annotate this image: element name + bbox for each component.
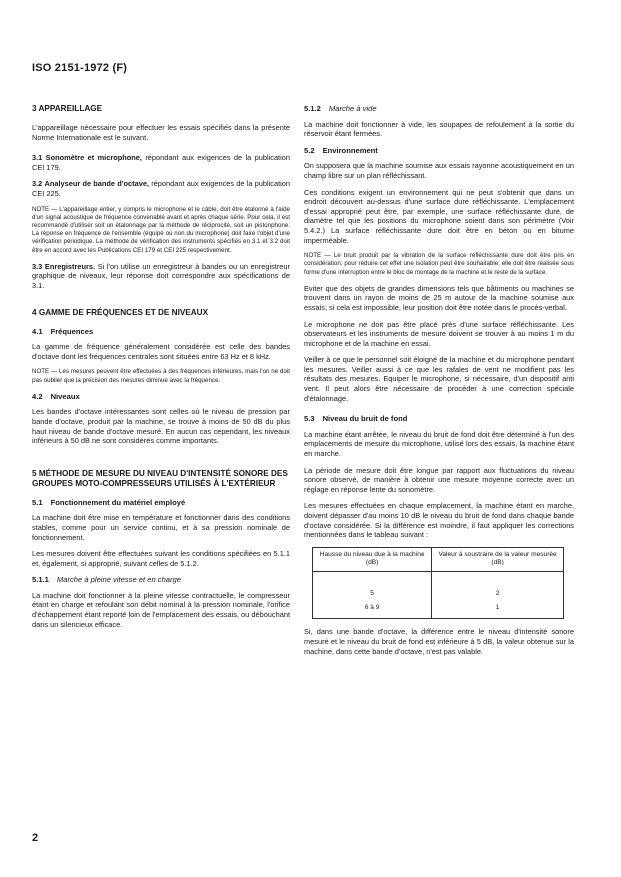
clause-3-1-text: répondant aux exigences de la publication CEI 179. [32,153,290,172]
clause-5-1-1-heading [32,575,290,585]
correction-table [312,547,564,620]
clause-5-2-heading [304,146,574,156]
clause-5-1-1-number: 5.1.1 [32,575,49,585]
clause-5-2-number: 5.2 [304,145,315,155]
clause-3-1-title: Sonomètre et microphone, [45,153,142,163]
clause-5-2-para-3: Eviter que des objets de grandes dimensions tels que bâtiments ou machines se trouvent dans un rayon de moins de 25 m autour de la machine soumise aux essais; si cela est impossible, leur position doit être notée dans le procès-verbal. [304,283,574,312]
clause-5-2-note: NOTE — Le bruit produit par la vibration de la surface réfléchissante dure doit être pris en considération: pour réduire cet effet une isolation peut être souhaitable; elle doit être réalisée sous forme d'une interruption entre le bloc de montage de la machine et le reste de la surface. [304,252,574,276]
section-3-heading: 3 APPAREILLAGE [32,104,103,113]
table-cell: 6 à 9 [313,601,432,619]
clause-5-1-1-text: La machine doit fonctionner à la pleine vitesse contractuelle, le compresseur étant en charge et refoulant son débit nominal à la pression nominale, l'orifice d'échappement étant reporté loin de l'emplacement des essais, ou débouchant dans un silencieux efficace. [32,590,290,629]
clause-5-2-title: Environnement [322,145,378,155]
clause-5-1-1-title: Marche à pleine vitesse et en charge [56,575,181,585]
clause-5-1-2-number: 5.1.2 [304,104,321,113]
clause-3-3 [32,262,290,291]
clause-4-1-heading [32,327,290,337]
section-5-heading: 5 MÉTHODE DE MESURE DU NIVEAU D'INTENSITÉ SONORE DES GROUPES MOTO-COMPRESSEURS UTILISÉS À L'EXTÉRIEUR [32,468,288,488]
clause-3-3-title: Enregistreurs. [44,261,96,271]
clause-5-2-para-1: On supposera que la machine soumise aux essais rayonne acoustiquement en un champ libre sur un plan réfléchissant. [304,161,574,180]
clause-3-3-text: Si l'on utilise un enregistreur à bandes ou un enregistreur graphique de niveaux, leur réponse doit correspondre aux spécifications de 3.1. [32,261,290,290]
table-cell: 2 [432,571,564,601]
clause-5-2-para-5: Veiller à ce que le personnel soit éloigné de la machine et du microphone pendant les mesures. Veiller aussi à ce que les rafales de vent ne modifient pas les résultats des mesures. Equiper le microphone, si nécessaire, d'un dispositif anti vent. Il peut alors être nécessaire de procéder à une correction spéciale d'étalonnage. [304,355,574,403]
clause-3-3-number: 3.3 [32,261,43,271]
clause-5-3-title: Niveau du bruit de fond [322,414,408,424]
clause-3-2-title: Analyseur de bande d'octave, [44,179,149,189]
table-header-cell: Valeur à soustraire de la valeur mesurée (dB) [432,547,564,571]
clause-5-3-para-2: La période de mesure doit être longue par rapport aux fluctuations du niveau sonore observé, de manière à obtenir une mesure moyenne correcte avec un réglage en réponse lente du sonomètre. [304,465,574,494]
clause-5-1-title: Fonctionnement du matériel employé [50,497,186,507]
clause-5-3-para-4: Si, dans une bande d'octave, la différence entre le niveau d'intensité sonore mesuré et le niveau du bruit de fond est inférieure à 5 dB, la valeur obtenue sur la machine, dans cette bande d'octave, n'est pas valable. [304,627,574,656]
clause-4-1-title: Fréquences [50,326,94,336]
clause-5-1-2-heading [304,104,574,114]
clause-4-1-text: La gamme de fréquence généralement considérée est celle des bandes d'octave dont les fréquences centrales sont situées entre 63 Hz et 8 kHz. [32,342,290,361]
clause-5-1-2-text: La machine doit fonctionner à vide, les soupapes de refoulement à la sortie du réservoir étant fermées. [304,119,574,139]
table-cell: 5 [313,571,432,601]
right-column [304,104,574,663]
clause-5-3-number: 5.3 [304,414,315,424]
table-cell: 1 [432,601,564,619]
clause-5-2-para-2: Ces conditions exigent un environnement qui ne peut s'obtenir que dans un endroit découvert au-dessus d'une surface dure réfléchissante. L'emplacement d'essai approprié peut être, par exemple, une surface réfléchissante dure, de diamètre tel que les positions du microphone soient dans son périmètre (Voir 5.4.2.) La surface réfléchissante dure doit être en béton ou en bitume imperméable. [304,187,574,245]
table-header-cell: Hausse du niveau due à la machine (dB) [313,547,432,571]
clause-3-2 [32,179,290,198]
clause-4-1-number: 4.1 [32,326,43,336]
table-row [313,571,564,601]
clause-5-2-para-4: Le microphone ne doit pas être placé près d'une surface réfléchissante. Les observateurs et les instruments de mesure doivent se trouver à au moins 1 m du microphone et de la machine en essai. [304,319,574,348]
clause-5-3-heading [304,414,574,424]
clause-4-1-note: NOTE — Les mesures peuvent être effectuées à des fréquences inférieures, mais l'on ne doit pas oublier que la précision des mesures diminue avec la fréquence. [32,368,290,384]
clause-3-2-text: répondant aux exigences de la publication CEI 225. [32,179,291,198]
section-3-intro: L'appareillage nécessaire pour effectuer les essais spécifiés dans la présente Norme Internationale est le suivant. [32,123,290,142]
clause-5-1-number: 5.1 [32,497,43,507]
clause-4-2-title: Niveaux [50,391,80,401]
table-header-row [313,547,564,571]
section-4-heading: 4 GAMME DE FRÉQUENCES ET DE NIVEAUX [32,307,209,317]
page-number: 2 [32,832,39,844]
clause-4-2-text: Les bandes d'octave intéressantes sont celles où le niveau de pression par bande d'octave, produit par la machine, se trouve à moins de 50 dB du plus haut niveau de bande d'octave mesuré. En aucun cas cependant, les niveaux inférieurs à 50 dB ne sont considérés comme importants. [32,407,290,446]
clause-5-1-2-title: Marche à vide [328,104,377,113]
clause-5-1-heading [32,498,290,508]
clause-5-1-para-2: Les mesures doivent être effectuées suivant les conditions spécifiées en 5.1.1 et, également, si approprié, suivant celles de 5.1.2. [32,549,290,568]
clause-4-2-number: 4.2 [32,391,43,401]
clause-4-2-heading [32,392,290,402]
section-3-note: NOTE — L'appareillage entier, y compris le microphone et le câble, doit être étalonné à l'aide d'un signal acoustique de fréquence convenable avant et après chaque série. Pour cela, il est recommandé d'utiliser soit un étalonnage par la méthode de réciprocité, soit un pistonphone. La réponse en fréquence de l'ensemble (équipé ou non du microphone) doit faire l'objet d'une vérification périodique. La méthode de vérification des instruments spécifiés en 3.1 et 3.2 doit être en accord avec les Publications CEI 179 et CEI 225 respectivement. [32,205,290,254]
left-column [32,104,290,636]
table-row [313,601,564,619]
clause-3-2-number: 3.2 [32,179,43,189]
clause-5-3-para-1: La machine étant arrêtée, le niveau du bruit de fond doit être déterminé à l'un des emplacements de mesure du microphone, utilisé lors des essais, la machine étant en marche. [304,429,574,459]
document-id: ISO 2151-1972 (F) [32,62,128,74]
clause-3-1-number: 3.1 [32,153,43,163]
clause-3-1 [32,153,290,172]
clause-5-3-para-3: Les mesures effectuées en chaque emplacement, la machine étant en marche, doivent dépasser d'au moins 10 dB le niveau du bruit de fond dans chaque bande d'octave considérée. Si la différence est moindre, il faut appliquer les corrections mentionnées dans le tableau suivant : [304,501,574,540]
clause-5-1-para-1: La machine doit être mise en température et fonctionner dans des conditions stables, comme pour un service continu, et à sa pression nominale de fonctionnement. [32,513,290,542]
